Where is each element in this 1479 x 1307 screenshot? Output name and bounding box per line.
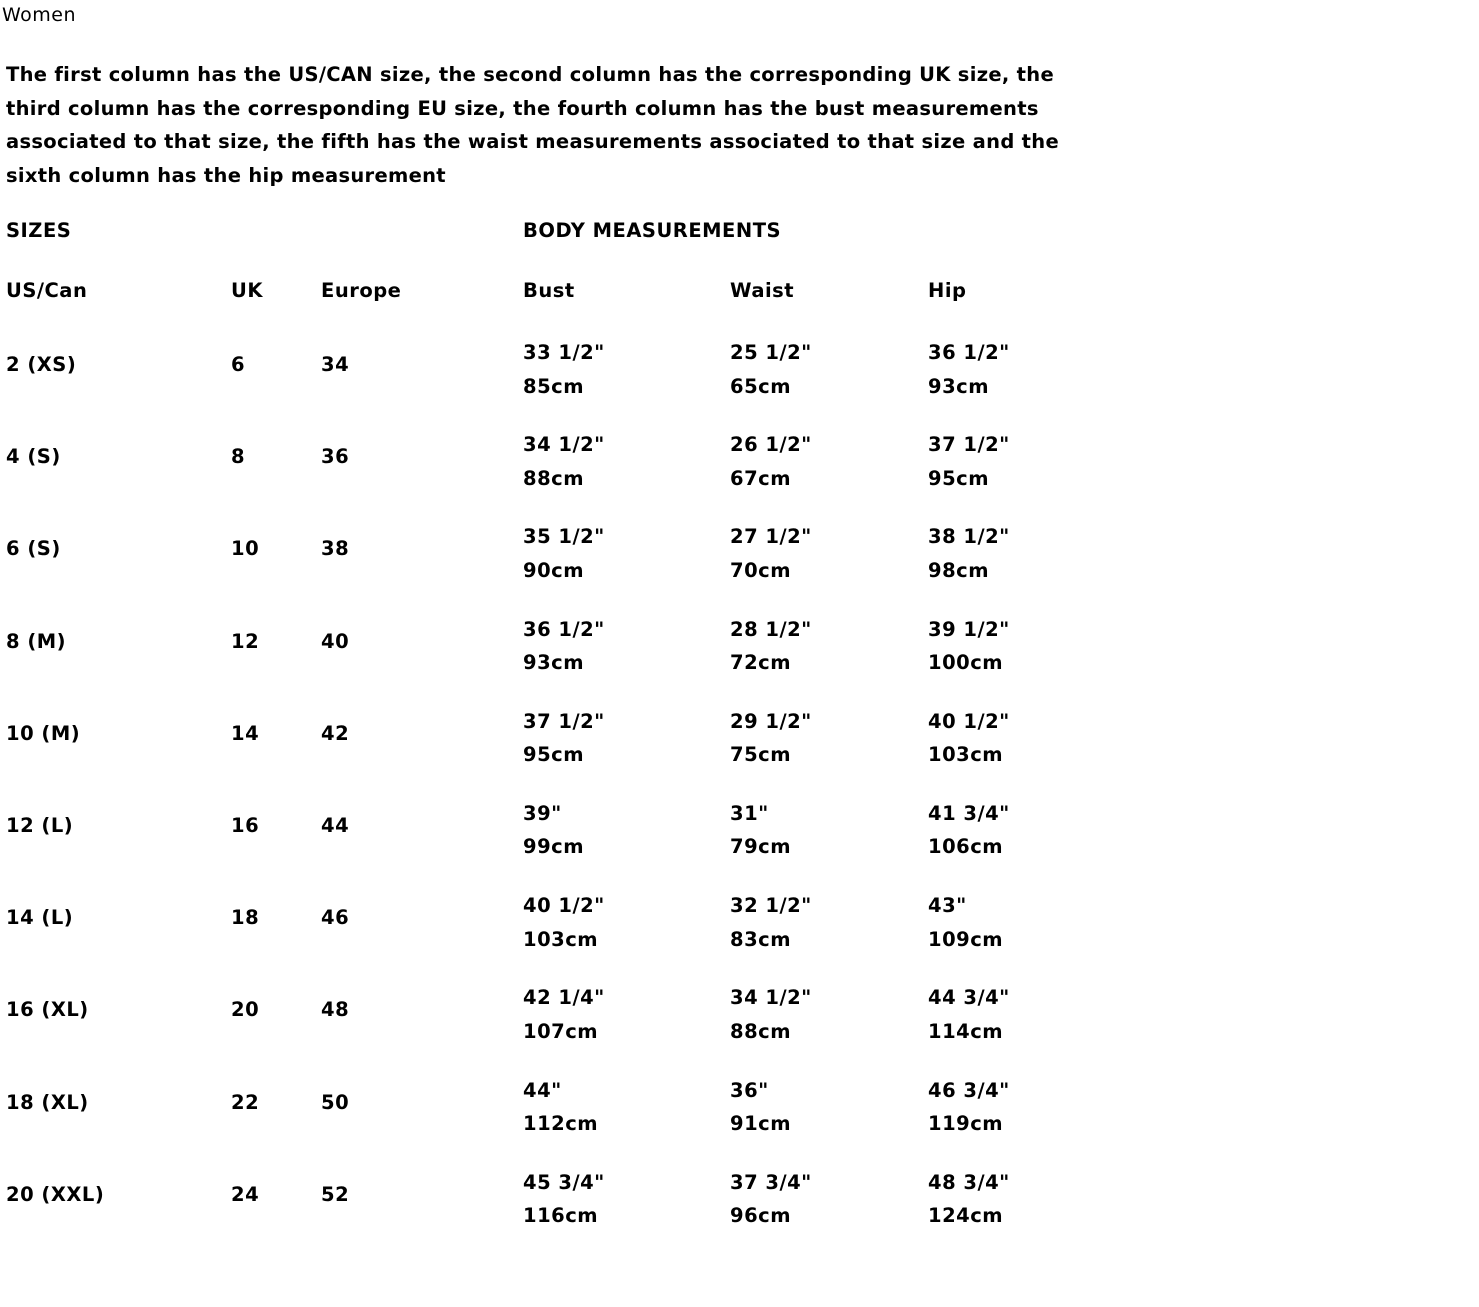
waist-inches: 34 1/2": [730, 986, 812, 1010]
eu-size-cell: 50: [321, 1090, 350, 1114]
bust-inches: 45 3/4": [523, 1170, 605, 1194]
waist-inches: 27 1/2": [730, 525, 812, 549]
eu-size-cell: 48: [321, 998, 350, 1022]
hip-cm: 93cm: [928, 374, 990, 398]
waist-cell: [730, 336, 812, 403]
bust-inches: 33 1/2": [523, 341, 605, 364]
uk-size-cell: 6: [231, 353, 246, 376]
bust-cm: 107cm: [523, 1019, 599, 1043]
bust-inches: 37 1/2": [523, 709, 605, 733]
eu-size-cell: 34: [321, 353, 350, 376]
hip-cell: [928, 613, 1010, 680]
bust-cell: [523, 889, 605, 956]
bust-inches: 42 1/4": [523, 986, 605, 1010]
hip-inches: 44 3/4": [928, 986, 1010, 1010]
waist-cm: 83cm: [730, 927, 792, 951]
hip-cm: 106cm: [928, 835, 1004, 859]
bust-cell: [523, 797, 584, 864]
waist-cell: [730, 981, 812, 1048]
hip-inches: 41 3/4": [928, 801, 1010, 825]
bust-cm: 95cm: [523, 743, 585, 767]
header-hip: Hip: [928, 279, 967, 302]
waist-inches: 36": [730, 1078, 769, 1102]
waist-cm: 79cm: [730, 835, 792, 859]
waist-cell: [730, 1074, 791, 1141]
us-size-cell: 4 (S): [6, 445, 61, 469]
us-size-cell: 20 (XXL): [6, 1182, 105, 1206]
bust-inches: 34 1/2": [523, 433, 605, 457]
table-row: [0, 705, 1100, 797]
us-size-cell: 10 (M): [6, 721, 81, 745]
waist-cell: [730, 1166, 812, 1233]
hip-cm: 124cm: [928, 1204, 1004, 1228]
hip-cm: 103cm: [928, 743, 1004, 767]
hip-inches: 43": [928, 894, 967, 918]
hip-cell: [928, 705, 1010, 772]
hip-inches: 40 1/2": [928, 709, 1010, 733]
eu-size-cell: 38: [321, 537, 350, 561]
table-row: [0, 797, 1100, 889]
waist-cell: [730, 428, 812, 495]
waist-cm: 65cm: [730, 374, 792, 398]
bust-cell: [523, 428, 605, 495]
waist-inches: 29 1/2": [730, 709, 812, 733]
hip-inches: 46 3/4": [928, 1078, 1010, 1102]
header-waist: Waist: [730, 279, 795, 302]
bust-cell: [523, 613, 605, 680]
hip-cm: 119cm: [928, 1112, 1004, 1135]
waist-inches: 37 3/4": [730, 1170, 812, 1194]
body-measurements-section-label: BODY MEASUREMENTS: [523, 219, 782, 242]
table-row: [0, 1074, 1100, 1166]
us-size-cell: 8 (M): [6, 629, 67, 653]
bust-cm: 90cm: [523, 558, 585, 582]
bust-cm: 88cm: [523, 466, 585, 490]
bust-cell: [523, 981, 605, 1048]
hip-cell: [928, 428, 1010, 495]
hip-cell: [928, 1166, 1010, 1233]
uk-size-cell: 14: [231, 721, 260, 745]
eu-size-cell: 44: [321, 813, 350, 837]
hip-inches: 38 1/2": [928, 525, 1010, 549]
table-row: [0, 520, 1100, 612]
hip-inches: 37 1/2": [928, 433, 1010, 457]
waist-cm: 67cm: [730, 466, 792, 490]
hip-inches: 48 3/4": [928, 1170, 1010, 1194]
bust-cell: [523, 1166, 605, 1233]
waist-cm: 91cm: [730, 1112, 792, 1135]
uk-size-cell: 20: [231, 998, 260, 1022]
bust-cell: [523, 1074, 598, 1141]
bust-cell: [523, 336, 605, 403]
hip-cm: 98cm: [928, 558, 990, 582]
bust-cm: 116cm: [523, 1204, 599, 1228]
uk-size-cell: 18: [231, 906, 260, 930]
table-row: [0, 1166, 1100, 1258]
hip-cell: [928, 889, 1003, 956]
eu-size-cell: 42: [321, 721, 350, 745]
page-title: Women: [2, 4, 77, 26]
bust-cm: 99cm: [523, 835, 585, 859]
hip-inches: 39 1/2": [928, 617, 1010, 641]
uk-size-cell: 8: [231, 445, 246, 469]
bust-inches: 40 1/2": [523, 894, 605, 918]
us-size-cell: 16 (XL): [6, 998, 89, 1022]
hip-cell: [928, 336, 1010, 403]
hip-cm: 109cm: [928, 927, 1004, 951]
uk-size-cell: 16: [231, 813, 260, 837]
bust-cell: [523, 520, 605, 587]
eu-size-cell: 36: [321, 445, 350, 469]
us-size-cell: 14 (L): [6, 906, 74, 930]
header-us-can: US/Can: [6, 279, 88, 302]
intro-paragraph: The first column has the US/CAN size, the second column has the corresponding UK size, the third column has the corresponding EU size, the fourth column has the bust measurements associated to that size, the fifth has the waist measurements associated to that size and the sixth column has the hip measurement: [6, 63, 1059, 187]
eu-size-cell: 52: [321, 1182, 350, 1206]
table-row: [0, 981, 1100, 1073]
waist-cell: [730, 705, 812, 772]
table-row: [0, 613, 1100, 705]
size-table: [0, 336, 1100, 1258]
table-row: [0, 889, 1100, 981]
bust-cm: 103cm: [523, 927, 599, 951]
bust-inches: 44": [523, 1078, 562, 1102]
hip-cm: 100cm: [928, 651, 1004, 675]
sizes-section-label: SIZES: [6, 219, 72, 242]
hip-cm: 95cm: [928, 466, 990, 490]
us-size-cell: 12 (L): [6, 813, 74, 837]
waist-inches: 26 1/2": [730, 433, 812, 457]
hip-cm: 114cm: [928, 1019, 1004, 1043]
table-row: [0, 336, 1100, 428]
bust-inches: 35 1/2": [523, 525, 605, 549]
header-uk: UK: [231, 279, 263, 302]
waist-cm: 88cm: [730, 1019, 792, 1043]
eu-size-cell: 40: [321, 629, 350, 653]
waist-inches: 31": [730, 801, 769, 825]
waist-inches: 32 1/2": [730, 894, 812, 918]
hip-inches: 36 1/2": [928, 341, 1010, 364]
header-europe: Europe: [321, 279, 402, 302]
eu-size-cell: 46: [321, 906, 350, 930]
waist-inches: 28 1/2": [730, 617, 812, 641]
bust-cm: 112cm: [523, 1112, 599, 1135]
uk-size-cell: 24: [231, 1182, 260, 1206]
waist-cell: [730, 520, 812, 587]
table-row: [0, 428, 1100, 520]
bust-inches: 39": [523, 801, 562, 825]
uk-size-cell: 10: [231, 537, 260, 561]
hip-cell: [928, 981, 1010, 1048]
uk-size-cell: 12: [231, 629, 260, 653]
bust-cell: [523, 705, 605, 772]
us-size-cell: 6 (S): [6, 537, 61, 561]
waist-cell: [730, 797, 791, 864]
us-size-cell: 18 (XL): [6, 1090, 89, 1114]
hip-cell: [928, 1074, 1010, 1141]
waist-cell: [730, 889, 812, 956]
header-bust: Bust: [523, 279, 575, 302]
bust-inches: 36 1/2": [523, 617, 605, 641]
waist-cm: 72cm: [730, 651, 792, 675]
waist-cell: [730, 613, 812, 680]
waist-cm: 70cm: [730, 558, 792, 582]
us-size-cell: 2 (XS): [6, 353, 77, 376]
bust-cm: 85cm: [523, 374, 585, 398]
hip-cell: [928, 797, 1010, 864]
hip-cell: [928, 520, 1010, 587]
uk-size-cell: 22: [231, 1090, 260, 1114]
waist-cm: 75cm: [730, 743, 792, 767]
waist-cm: 96cm: [730, 1204, 792, 1228]
waist-inches: 25 1/2": [730, 341, 812, 364]
bust-cm: 93cm: [523, 651, 585, 675]
